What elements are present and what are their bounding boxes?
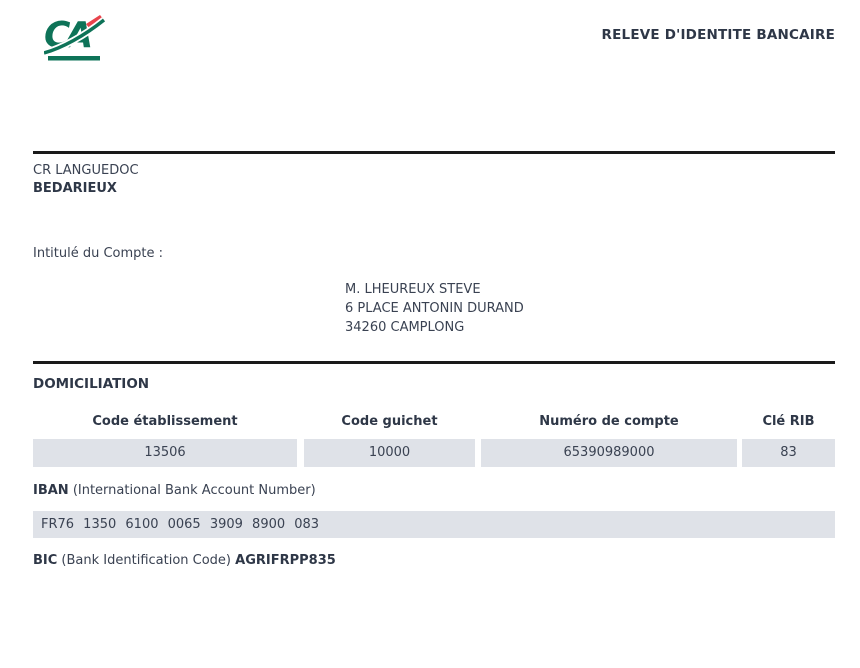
value-code-guichet: 10000 <box>304 439 475 467</box>
header-divider <box>33 151 835 154</box>
column-header-code-etablissement: Code établissement <box>92 414 238 429</box>
value-cle-rib: 83 <box>742 439 835 467</box>
credit-agricole-logo-icon <box>44 12 110 62</box>
bic-label-abbrev: BIC <box>33 553 58 568</box>
bic-value: AGRIFRPP835 <box>235 553 336 568</box>
iban-label <box>33 483 316 498</box>
bic-label-expansion: (Bank Identification Code) <box>57 553 236 568</box>
bank-branch: BEDARIEUX <box>33 181 117 196</box>
holder-street-line: 6 PLACE ANTONIN DURAND <box>345 301 524 316</box>
holder-city-line: 34260 CAMPLONG <box>345 320 465 335</box>
column-header-numero-de-compte: Numéro de compte <box>539 414 679 429</box>
iban-label-expansion: (International Bank Account Number) <box>68 483 316 498</box>
account-holder-address <box>345 280 524 337</box>
domiciliation-divider <box>33 361 835 364</box>
holder-name-line: M. LHEUREUX STEVE <box>345 282 481 297</box>
column-header-cle-rib: Clé RIB <box>762 414 815 429</box>
bic-line <box>33 553 336 568</box>
value-numero-de-compte: 65390989000 <box>481 439 737 467</box>
value-code-etablissement: 13506 <box>33 439 297 467</box>
document-title: RELEVE D'IDENTITE BANCAIRE <box>601 27 835 43</box>
domiciliation-section-title: DOMICILIATION <box>33 376 150 392</box>
column-header-code-guichet: Code guichet <box>341 414 438 429</box>
account-title-label: Intitulé du Compte : <box>33 246 164 261</box>
svg-text:CA: CA <box>44 15 89 56</box>
bank-name: CR LANGUEDOC <box>33 163 139 178</box>
iban-label-abbrev: IBAN <box>33 483 69 498</box>
iban-value: FR76 1350 6100 0065 3909 8900 083 <box>33 511 835 538</box>
